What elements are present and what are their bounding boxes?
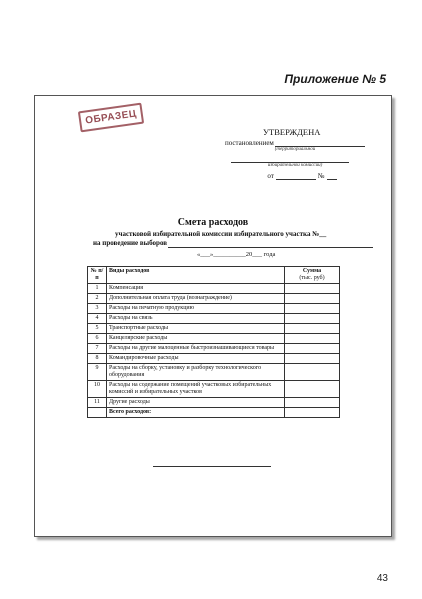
row-sum-cell [285,284,340,294]
sample-stamp: ОБРАЗЕЦ [78,103,144,133]
decision-date-row [225,172,365,180]
estimate-date: «___»__________20___ года [197,251,276,258]
row-number: 3 [88,304,107,314]
header-sum-title: Сумма [302,268,322,274]
table-row [88,284,340,294]
appendix-label: Приложение № 5 [284,72,386,86]
row-sum-cell [285,354,340,364]
row-sum-cell [285,324,340,334]
row-number: 4 [88,314,107,324]
estimate-line-1: участковой избирательной комиссии избирательного участка №__ [115,230,327,238]
row-number: 8 [88,354,107,364]
table-row [88,314,340,324]
row-label: Расходы на сборку, установку и разборку технологического оборудования [107,364,285,381]
header-sum [285,267,340,284]
header-num: № п/п [88,267,107,284]
estimate-title: Смета расходов [177,217,249,228]
row-label: Командировочные расходы [107,354,285,364]
row-sum-cell [285,381,340,398]
row-sum-cell [285,334,340,344]
estimate-subtitle [93,230,373,259]
commission-blank [231,152,349,163]
decision-row [225,138,365,147]
by-decision-label: постановлением [225,139,274,147]
decision-blank [275,138,365,147]
total-row [88,408,340,418]
total-sum-cell [285,408,340,418]
table-row [88,381,340,398]
row-label: Расходы на другие малоценные быстроизнашивающиеся товары [107,344,285,354]
document-frame [34,95,392,537]
row-number: 10 [88,381,107,398]
table-row [88,354,340,364]
row-number: 2 [88,294,107,304]
number-sign: № [317,172,325,180]
row-label: Расходы на содержание помещений участковых избирательных комиссий и избирательных участков [107,381,285,398]
row-number: 5 [88,324,107,334]
header-sum-unit: (тыс. руб) [299,275,325,281]
row-label: Компенсация [107,284,285,294]
page-number: 43 [376,573,388,584]
number-blank [327,172,337,180]
date-prefix: от [267,172,274,180]
table-row [88,344,340,354]
row-sum-cell [285,294,340,304]
row-sum-cell [285,314,340,324]
row-sum-cell [285,304,340,314]
row-label: Дополнительная оплата труда (вознаграждение) [107,294,285,304]
commission-hint-2: избирательной комиссии) [267,163,323,168]
signature-line [153,466,271,467]
row-number: 1 [88,284,107,294]
row-label: Транспортные расходы [107,324,285,334]
approval-block [225,127,365,180]
total-num-cell [88,408,107,418]
row-number: 7 [88,344,107,354]
row-number: 11 [88,398,107,408]
table-row [88,294,340,304]
total-label: Всего расходов: [107,408,285,418]
expense-table [87,266,340,418]
row-sum-cell [285,398,340,408]
table-row [88,304,340,314]
row-label: Расходы на связь [107,314,285,324]
date-blank [276,172,316,180]
table-row [88,324,340,334]
table-header-row [88,267,340,284]
row-sum-cell [285,344,340,354]
row-label: Расходы на печатную продукцию [107,304,285,314]
elections-blank [168,239,373,248]
header-type: Виды расходов [107,267,285,284]
estimate-line-2: на проведение выборов [93,239,168,247]
row-label: Другие расходы [107,398,285,408]
table-row [88,334,340,344]
table-row [88,364,340,381]
row-sum-cell [285,364,340,381]
commission-hint-1: (территориальной [274,147,316,152]
approved-label: УТВЕРЖДЕНА [263,127,321,137]
row-label: Канцелярские расходы [107,334,285,344]
row-number: 6 [88,334,107,344]
estimate-line-2-row [93,239,373,248]
table-row [88,398,340,408]
row-number: 9 [88,364,107,381]
